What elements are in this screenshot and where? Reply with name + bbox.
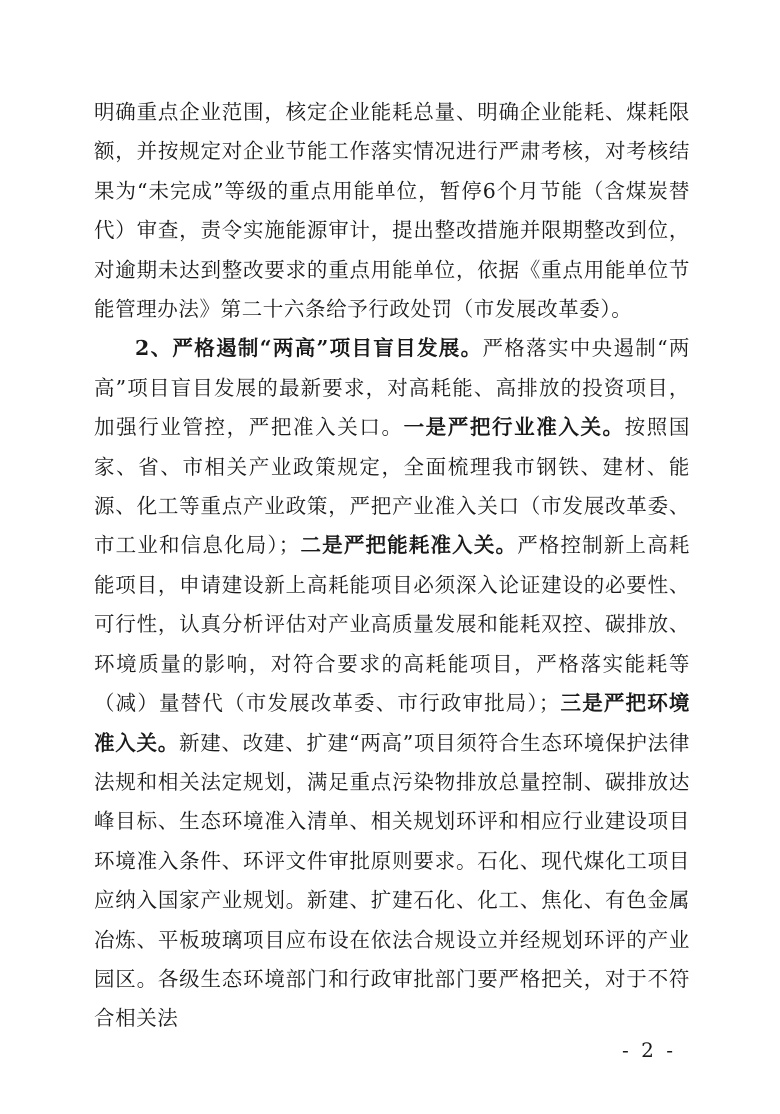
- point-1-text: 按照国家、省、市相关产业政策规定，全面梳理我市钢铁、建材、能源、化工等重点产业政策，严把产业准入关口（市发展改革委、市工业和信息化局）；: [94, 415, 690, 558]
- page-number: - 2 -: [622, 1038, 676, 1062]
- paragraph-energy-assessment: 明确重点企业范围，核定企业能耗总量、明确企业能耗、煤耗限额，并按规定对企业节能工作落实情况进行严肃考核，对考核结果为“未完成”等级的重点用能单位，暂停6个月节能（含煤炭替代）审查，责令实施能源审计，提出整改措施并限期整改到位，对逾期未达到整改要求的重点用能单位，依据《重点用能单位节能管理办法》第二十六条给予行政处罚（市发展改革委）。: [94, 100, 690, 322]
- document-body: [94, 93, 690, 1039]
- point-2-title: 二是严把能耗准入关。: [299, 533, 518, 558]
- point-1-title: 一是严把行业准入关。: [403, 415, 625, 440]
- paragraph-two-high-projects: [94, 329, 690, 1038]
- point-3-text: 新建、改建、扩建“两高”项目须符合生态环境保护法律法规和相关法定规划，满足重点污染物排放总量控制、碳排放达峰目标、生态环境准入清单、相关规划环评和相应行业建设项目环境准入条件、环评文件审批原则要求。石化、现代煤化工项目应纳入国家产业规划。新建、扩建石化、化工、焦化、有色金属冶炼、平板玻璃项目应布设在依法合规设立并经规划环评的产业园区。各级生态环境部门和行政审批部门要严格把关，对于不符合相关法: [94, 730, 690, 1031]
- point-2-text: 严格控制新上高耗能项目，申请建设新上高耗能项目必须深入论证建设的必要性、可行性，认真分析评估对产业高质量发展和能耗双控、碳排放、环境质量的影响，对符合要求的高耗能项目，严格落实能耗等（减）量替代（市发展改革委、市行政审批局）；: [94, 533, 691, 716]
- point-3-title: 三是严把环境准入关。: [94, 691, 690, 755]
- section-heading: 2、严格遏制“两高”项目盲目发展。: [135, 336, 483, 361]
- section-intro: 严格落实中央遏制“两高”项目盲目发展的最新要求，对高耗能、高排放的投资项目，加强行业管控，严把准入关口。: [94, 336, 690, 440]
